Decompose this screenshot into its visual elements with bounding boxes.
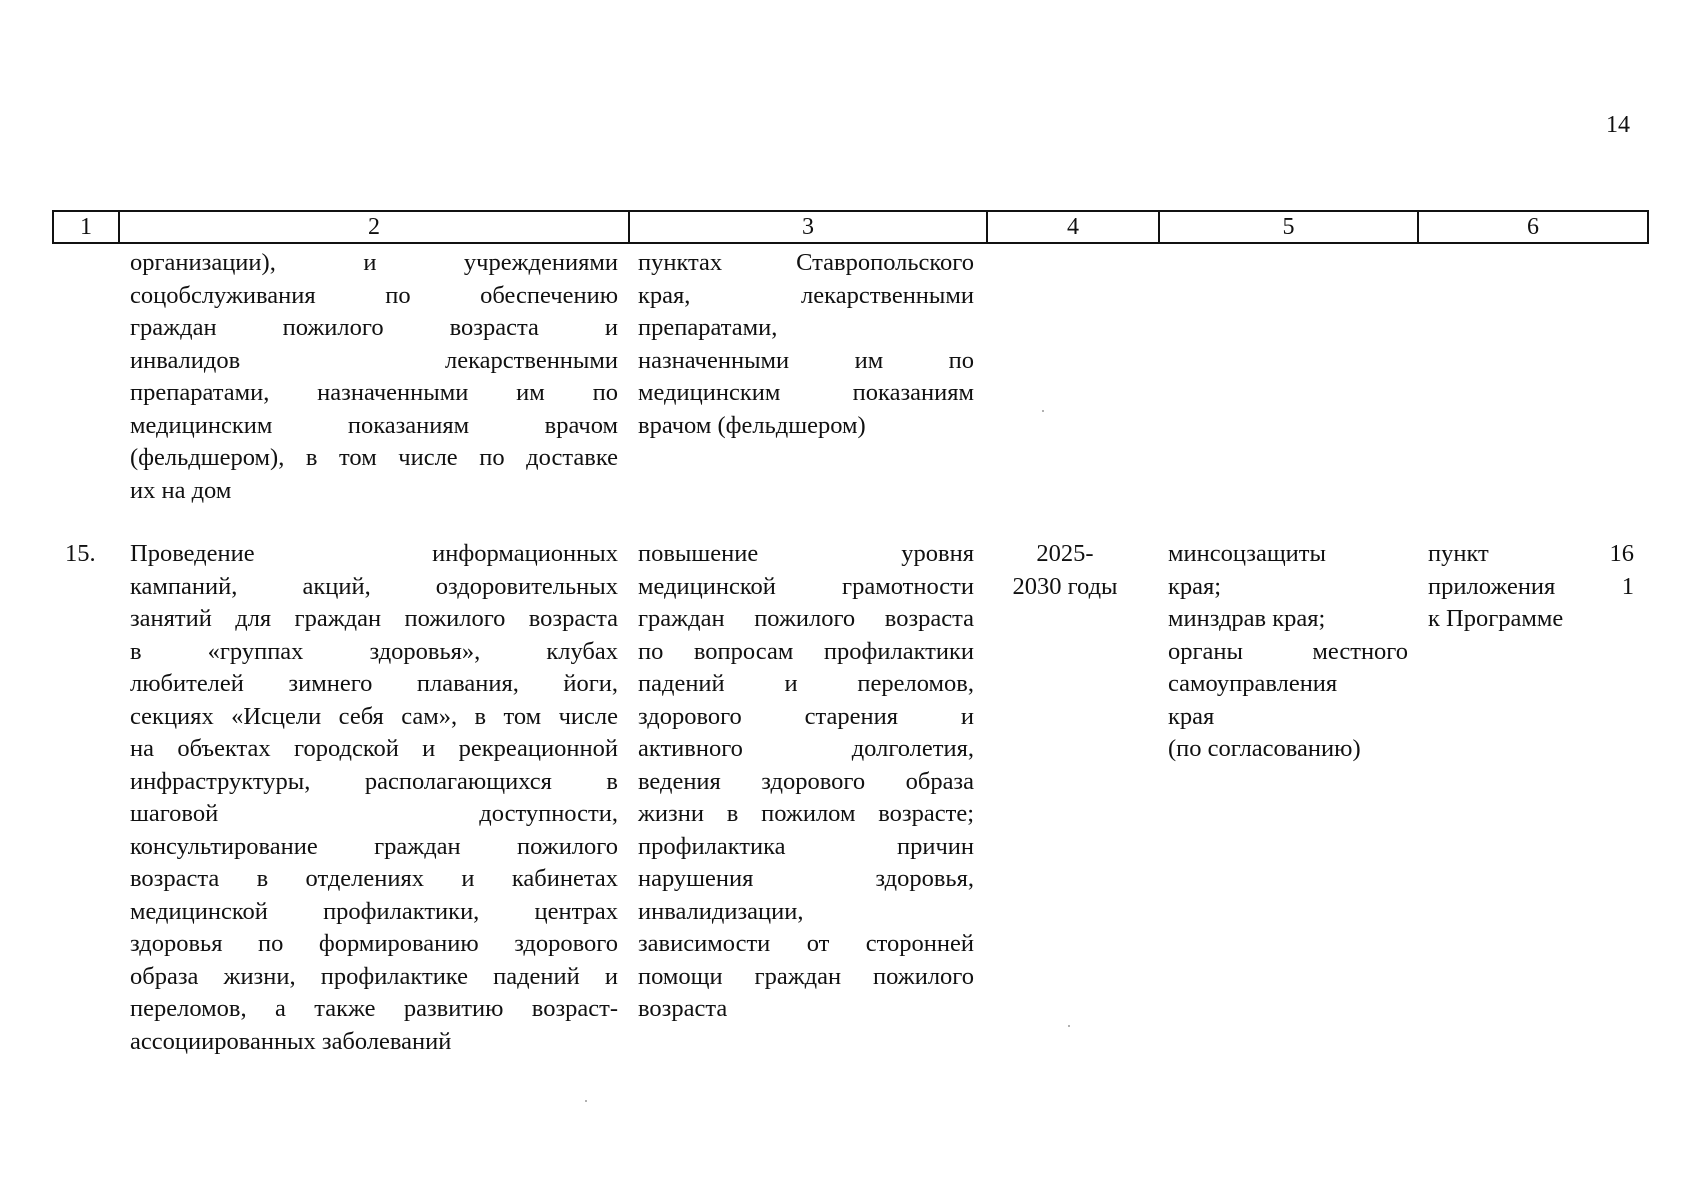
text-line: к Программе — [1428, 605, 1564, 632]
text-line: инфраструктуры, располагающихся в — [130, 767, 618, 795]
text-line: их на дом — [130, 476, 232, 504]
header-col-3: 3 — [629, 211, 987, 243]
text-line: медицинской профилактики, центрах — [130, 897, 618, 925]
text-line: нарушения здоровья, — [638, 865, 974, 892]
row-15-col2 — [130, 538, 618, 1058]
scan-speck — [1042, 410, 1044, 412]
text-line: (фельдшером), в том числе по доставке — [130, 444, 618, 471]
text-line: жизни в пожилом возрасте; — [638, 800, 974, 827]
text-line: (по согласованию) — [1168, 735, 1361, 762]
text-line: на объектах городской и рекреационной — [130, 735, 618, 762]
text-line: здорового старения и — [638, 702, 974, 730]
header-col-2: 2 — [119, 211, 629, 243]
text-line: препаратами, назначенными им по — [130, 379, 618, 406]
text-line: 2025- — [1036, 540, 1094, 567]
text-line: края — [1168, 702, 1215, 730]
text-line: пунктах Ставропольского — [638, 249, 974, 276]
row-15-col4 — [990, 538, 1140, 603]
text-line: препаратами, — [638, 314, 778, 341]
text-line: ведения здорового образа — [638, 767, 974, 795]
text-line: секциях «Исцели себя сам», в том числе — [130, 702, 618, 730]
text-line: органы местного — [1168, 637, 1408, 665]
row-15-number: 15. — [65, 540, 96, 567]
text-line: Проведение информационных — [130, 540, 618, 567]
cont-row-col3 — [638, 247, 974, 442]
text-line: помощи граждан пожилого — [638, 962, 974, 990]
text-line: врачом (фельдшером) — [638, 411, 866, 439]
text-line: любителей зимнего плавания, йоги, — [130, 670, 618, 697]
text-line: активного долголетия, — [638, 735, 974, 762]
text-line: медицинским показаниям — [638, 379, 974, 406]
header-col-1: 1 — [53, 211, 119, 243]
row-15-col3 — [638, 538, 974, 1026]
text-line: самоуправления — [1168, 670, 1338, 697]
text-line: приложения 1 — [1428, 572, 1634, 600]
text-line: медицинской грамотности — [638, 572, 974, 600]
text-line: медицинским показаниям врачом — [130, 411, 618, 439]
text-line: пункт 16 — [1428, 540, 1634, 567]
text-line: кампаний, акций, оздоровительных — [130, 572, 618, 600]
scan-speck — [1068, 1025, 1070, 1027]
text-line: падений и переломов, — [638, 670, 974, 697]
text-line: организации), и учреждениями — [130, 249, 618, 276]
text-line: края; — [1168, 572, 1222, 600]
text-line: края, лекарственными — [638, 281, 974, 309]
row-15-col6 — [1428, 538, 1634, 636]
text-line: граждан пожилого возраста и — [130, 314, 618, 341]
header-col-4: 4 — [987, 211, 1159, 243]
text-line: возраста — [638, 995, 728, 1022]
text-line: инвалидов лекарственными — [130, 346, 618, 374]
text-line: 2030 годы — [1012, 572, 1118, 600]
cont-row-col2 — [130, 247, 618, 507]
text-line: граждан пожилого возраста — [638, 605, 974, 632]
table-header — [52, 210, 1649, 244]
page-number: 14 — [1606, 112, 1630, 138]
text-line: консультирование граждан пожилого — [130, 832, 618, 860]
text-line: ассоциированных заболеваний — [130, 1027, 452, 1055]
row-15-col5 — [1168, 538, 1408, 766]
scan-speck — [585, 1100, 587, 1102]
text-line: образа жизни, профилактике падений и — [130, 962, 618, 990]
text-line: зависимости от сторонней — [638, 930, 974, 957]
text-line: повышение уровня — [638, 540, 974, 567]
text-line: возраста в отделениях и кабинетах — [130, 865, 618, 892]
text-line: инвалидизации, — [638, 897, 804, 925]
text-line: в «группах здоровья», клубах — [130, 637, 618, 665]
text-line: назначенными им по — [638, 346, 974, 374]
text-line: профилактика причин — [638, 832, 974, 860]
text-line: шаговой доступности, — [130, 800, 618, 827]
header-col-6: 6 — [1418, 211, 1648, 243]
text-line: по вопросам профилактики — [638, 637, 974, 665]
text-line: здоровья по формированию здорового — [130, 930, 618, 957]
text-line: минздрав края; — [1168, 605, 1326, 632]
text-line: переломов, а также развитию возраст- — [130, 995, 618, 1022]
text-line: минсоцзащиты — [1168, 540, 1326, 567]
header-col-5: 5 — [1159, 211, 1418, 243]
text-line: соцобслуживания по обеспечению — [130, 281, 618, 309]
text-line: занятий для граждан пожилого возраста — [130, 605, 618, 632]
